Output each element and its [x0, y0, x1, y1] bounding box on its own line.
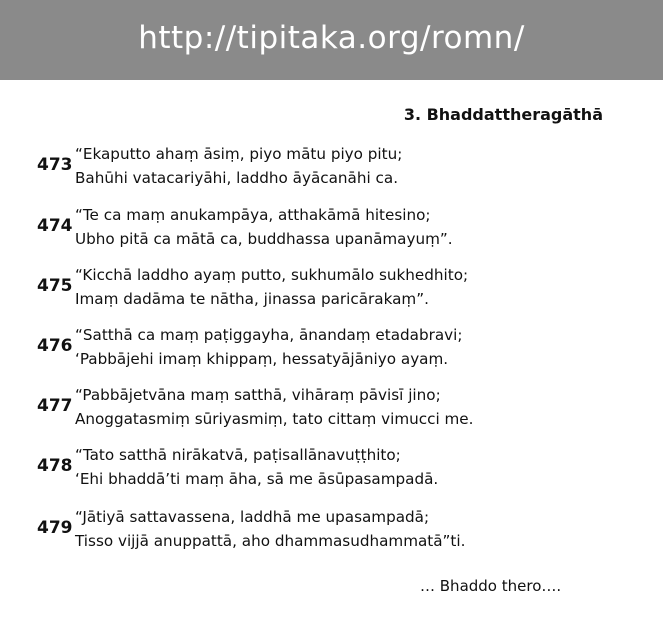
closing-line: … Bhaddo thero…. [420, 577, 562, 595]
verse-line: “Jātiyā sattavassena, laddhā me upasampadā; [75, 508, 430, 526]
verse-line: “Te ca maṃ anukampāya, atthakāmā hitesino; [75, 206, 431, 224]
verse-number: 476 [37, 336, 73, 356]
verse-476 [37, 326, 597, 374]
verse-line: “Kicchā laddho ayaṃ putto, sukhumālo sukhedhito; [75, 266, 469, 284]
verse-line: Bahūhi vatacariyāhi, laddho āyācanāhi ca. [75, 169, 399, 187]
page-title: 3. Bhaddattheragāthā [403, 105, 603, 124]
verse-line: Anoggatasmiṃ sūriyasmiṃ, tato cittaṃ vimucci me. [75, 410, 474, 428]
verse-line: ‘Pabbājehi imaṃ khippaṃ, hessatyājāniyo ayaṃ. [75, 350, 449, 368]
verse-line: Imaṃ dadāma te nātha, jinassa paricārakaṃ”. [75, 290, 429, 308]
verse-475 [37, 266, 597, 314]
verse-number: 474 [37, 216, 73, 236]
header-banner [0, 0, 663, 80]
verse-477 [37, 386, 597, 434]
verse-line: Tisso vijjā anuppattā, aho dhammasudhammatā”ti. [75, 532, 466, 550]
verse-479 [37, 508, 597, 556]
verse-line: ‘Ehi bhaddā’ti maṃ āha, sā me āsūpasampadā. [75, 470, 439, 488]
verse-474 [37, 206, 597, 254]
verse-number: 475 [37, 276, 73, 296]
verse-478 [37, 446, 597, 494]
verse-line: Ubho pitā ca mātā ca, buddhassa upanāmayuṃ”. [75, 230, 453, 248]
verse-number: 478 [37, 456, 73, 476]
verse-number: 479 [37, 518, 73, 538]
verse-line: “Ekaputto ahaṃ āsiṃ, piyo mātu piyo pitu; [75, 145, 403, 163]
verse-line: “Tato satthā nirākatvā, paṭisallānavuṭṭhito; [75, 446, 401, 464]
verse-line: “Satthā ca maṃ paṭiggayha, ānandaṃ etadabravi; [75, 326, 463, 344]
verse-number: 477 [37, 396, 73, 416]
verse-number: 473 [37, 155, 73, 175]
banner-url: http://tipitaka.org/romn/ [138, 20, 525, 56]
verse-line: “Pabbājetvāna maṃ satthā, vihāraṃ pāvisī jino; [75, 386, 441, 404]
verse-473 [37, 145, 597, 193]
